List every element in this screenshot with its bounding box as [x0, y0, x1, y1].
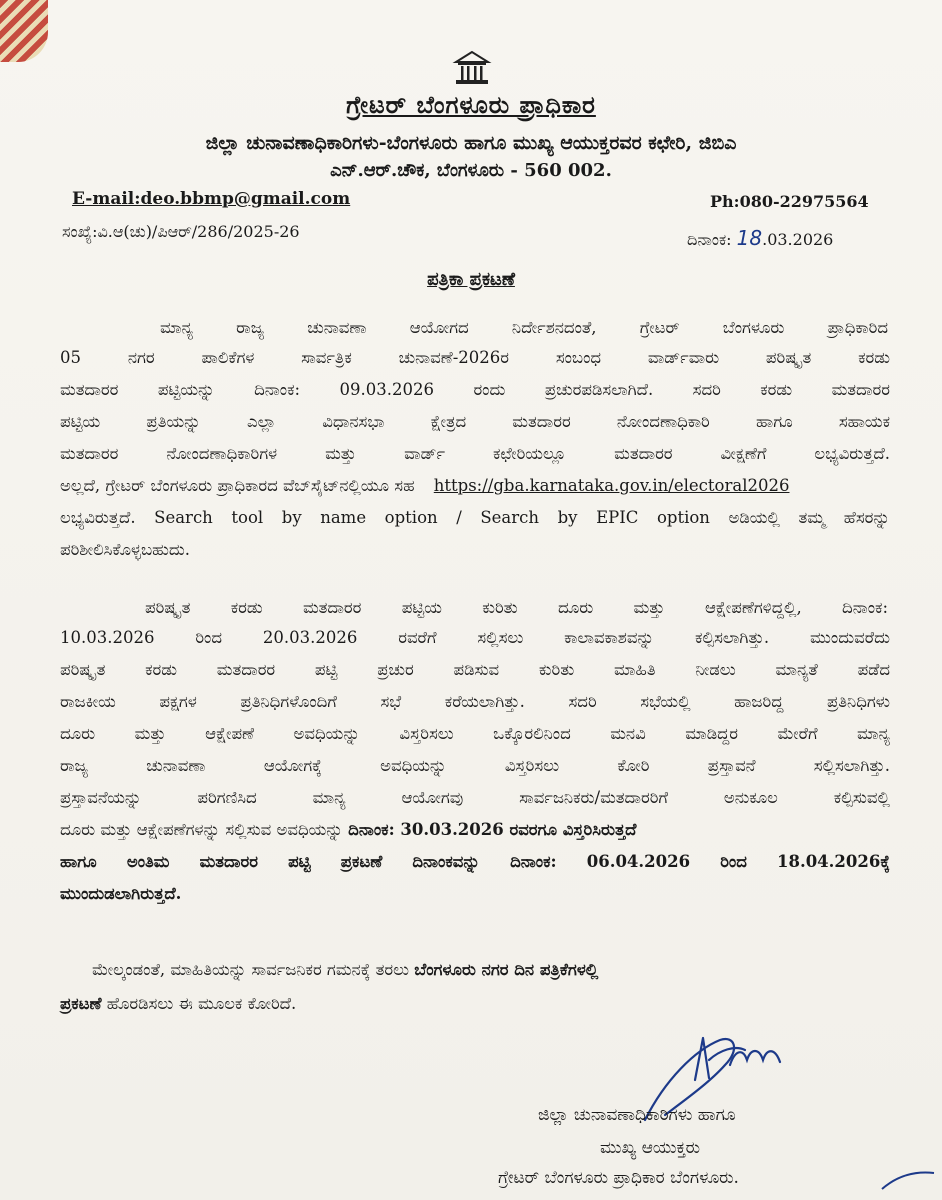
para3-bold-text: ಬೆಂಗಳೂರು ನಗರ ದಿನ ಪತ್ರಿಕೆಗಳಲ್ಲಿ: [414, 960, 599, 979]
electoral-roll-link[interactable]: https://gba.karnataka.gov.in/electoral2026: [433, 476, 790, 495]
date-month-year: .03.2026: [762, 230, 834, 249]
para1-line: ಪಟ್ಟಿಯ ಪ್ರತಿಯನ್ನು ಎಲ್ಲಾ ವಿಧಾನಸಭಾ ಕ್ಷೇತ್ರದ ಮತದಾರರ ನೋಂದಣಾಧಿಕಾರಿ ಹಾಗೂ ಸಹಾಯಕ: [60, 412, 890, 431]
para2-line: ಪ್ರಸ್ತಾವನೆಯನ್ನು ಪರಿಗಣಿಸಿದ ಮಾನ್ಯ ಆಯೋಗವು ಸಾರ್ವಜನಿಕರು/ಮತದಾರರಿಗೆ ಅನುಕೂಲ ಕಲ್ಪಿಸುವಲ್ಲಿ: [60, 788, 890, 807]
website-text: ಅಲ್ಲದೆ, ಗ್ರೇಟರ್ ಬೆಂಗಳೂರು ಪ್ರಾಧಿಕಾರದ ವೆಬ್‌ಸೈಟ್‌ನಲ್ಲಿಯೂ ಸಹ: [60, 476, 415, 495]
para2-line: ಪರಿಷ್ಕೃತ ಕರಡು ಮತದಾರರ ಪಟ್ಟಿಯ ಕುರಿತು ದೂರು ಮತ್ತು ಆಕ್ಷೇಪಣೆಗಳಿದ್ದಲ್ಲಿ, ದಿನಾಂಕ:: [145, 598, 888, 617]
para1-line: ಲಭ್ಯವಿರುತ್ತದೆ. Search tool by name option / Search by EPIC option ಅಡಿಯಲ್ಲಿ ತಮ್ಮ ಹೆಸರನ್ನು: [60, 508, 890, 527]
phone-number: Ph:080-22975564: [710, 192, 869, 211]
para1-line: ಪರಿಶೀಲಿಸಿಕೊಳ್ಳಬಹುದು.: [60, 540, 190, 559]
address-line: ಎನ್.ಆರ್.ಚೌಕ, ಬೆಂಗಳೂರು - 560 002.: [330, 160, 612, 181]
extended-deadline: ದಿನಾಂಕ: 30.03.2026 ರವರಗೂ ವಿಸ್ತರಿಸಿರುತ್ತದೆ: [348, 820, 637, 839]
para1-line: ಮತದಾರರ ನೋಂದಣಾಧಿಕಾರಿಗಳ ಮತ್ತು ವಾರ್ಡ್ ಕಛೇರಿಯಲ್ಲೂ ಮತದಾರರ ವೀಕ್ಷಣೆಗೆ ಲಭ್ಯವಿರುತ್ತದೆ.: [60, 444, 890, 463]
document-date: [687, 226, 833, 250]
office-line: ಜಿಲ್ಲಾ ಚುನಾವಣಾಧಿಕಾರಿಗಳು-ಬೆಂಗಳೂರು ಹಾಗೂ ಮುಖ್ಯ ಆಯುಕ್ತರವರ ಕಛೇರಿ, ಜಿಬಿಎ: [205, 132, 737, 154]
para2-line: ಮುಂದುಡಲಾಗಿರುತ್ತದೆ.: [60, 884, 182, 903]
para3-bold-word: ಪ್ರಕಟಣೆ: [60, 994, 102, 1013]
paper-clip-decoration: [0, 0, 48, 62]
para2-line: 10.03.2026 ರಿಂದ 20.03.2026 ರವರೆಗೆ ಸಲ್ಲಿಸಲು ಕಾಲಾವಕಾಶವನ್ನು ಕಲ್ಪಿಸಲಾಗಿತ್ತು. ಮುಂದುವರೆದು: [60, 628, 890, 647]
para1-line: 05 ನಗರ ಪಾಲಿಕೆಗಳ ಸಾರ್ವತ್ರಿಕ ಚುನಾವಣೆ-2026ರ ಸಂಬಂಧ ವಾರ್ಡ್‌ವಾರು ಪರಿಷ್ಕೃತ ಕರಡು: [60, 348, 890, 367]
signatory-title: ಮುಖ್ಯ ಆಯುಕ್ತರು: [600, 1138, 701, 1158]
para2-line: [60, 820, 890, 840]
building-emblem-icon: [452, 50, 492, 88]
para1-line: ಮತದಾರರ ಪಟ್ಟಿಯನ್ನು ದಿನಾಂಕ: 09.03.2026 ರಂದು ಪ್ರಚುರಪಡಿಸಲಾಗಿದೆ. ಸದರಿ ಕರಡು ಮತದಾರರ: [60, 380, 890, 399]
para1-line: [60, 476, 890, 496]
authority-title: ಗ್ರೇಟರ್ ಬೆಂಗಳೂರು ಪ್ರಾಧಿಕಾರ: [346, 90, 596, 119]
margin-ink-mark: [878, 1165, 938, 1197]
para2-text: ದೂರು ಮತ್ತು ಆಕ್ಷೇಪಣೆಗಳನ್ನು ಸಲ್ಲಿಸುವ ಅವಧಿಯನ್ನು: [60, 820, 343, 839]
para1-line: ಮಾನ್ಯ ರಾಜ್ಯ ಚುನಾವಣಾ ಆಯೋಗದ ನಿರ್ದೇಶನದಂತೆ, ಗ್ರೇಟರ್ ಬೆಂಗಳೂರು ಪ್ರಾಧಿಕಾರಿದ: [160, 318, 888, 337]
press-release-title: ಪತ್ರಿಕಾ ಪ್ರಕಟಣೆ: [427, 269, 515, 290]
signatory-office: ಗ್ರೇಟರ್ ಬೆಂಗಳೂರು ಪ್ರಾಧಿಕಾರ ಬೆಂಗಳೂರು.: [498, 1168, 739, 1188]
para2-line: ರಾಜ್ಯ ಚುನಾವಣಾ ಆಯೋಗಕ್ಕೆ ಅವಧಿಯನ್ನು ವಿಸ್ತರಿಸಲು ಕೋರಿ ಪ್ರಸ್ತಾವನೆ ಸಲ್ಲಿಸಲಾಗಿತ್ತು.: [60, 756, 890, 775]
para2-line: ಪರಿಷ್ಕೃತ ಕರಡು ಮತದಾರರ ಪಟ್ಟಿ ಪ್ರಚುರ ಪಡಿಸುವ ಕುರಿತು ಮಾಹಿತಿ ನೀಡಲು ಮಾನ್ಯತೆ ಪಡೆದ: [60, 660, 890, 679]
para3-line: [60, 994, 890, 1014]
para2-final-date-line: ಹಾಗೂ ಅಂತಿಮ ಮತದಾರರ ಪಟ್ಟಿ ಪ್ರಕಟಣೆ ದಿನಾಂಕವನ್ನು ದಿನಾಂಕ: 06.04.2026 ರಿಂದ 18.04.2026ಕ್ಕೆ: [60, 852, 890, 871]
para3-line: [92, 960, 888, 980]
para3-text: ಮೇಲ್ಕಂಡಂತೆ, ಮಾಹಿತಿಯನ್ನು ಸಾರ್ವಜನಿಕರ ಗಮನಕ್ಕೆ ತರಲು: [92, 960, 410, 979]
para2-line: ರಾಜಕೀಯ ಪಕ್ಷಗಳ ಪ್ರತಿನಿಧಿಗಳೊಂದಿಗೆ ಸಭೆ ಕರೆಯಲಾಗಿತ್ತು. ಸದರಿ ಸಭೆಯಲ್ಲಿ ಹಾಜರಿದ್ದ ಪ್ರತಿನಿಧಿಗಳು: [60, 692, 890, 711]
para3-text: ಹೊರಡಿಸಲು ಈ ಮೂಲಕ ಕೋರಿದೆ.: [106, 994, 297, 1013]
signatory-designation: ಜಿಲ್ಲಾ ಚುನಾವಣಾಧಿಕಾರಿಗಳು ಹಾಗೂ: [538, 1105, 736, 1125]
date-label: ದಿನಾಂಕ:: [687, 230, 732, 249]
reference-number: ಸಂಖ್ಯೆ:ವಿ.ಆ(ಚು)/ಪಿಆರ್/286/2025-26: [62, 222, 300, 241]
date-day-handwritten: 18: [736, 226, 763, 250]
email-address: E-mail:deo.bbmp@gmail.com: [72, 189, 351, 209]
para2-line: ದೂರು ಮತ್ತು ಆಕ್ಷೇಪಣೆ ಅವಧಿಯನ್ನು ವಿಸ್ತರಿಸಲು ಒಕ್ಕೊರಲಿನಿಂದ ಮನವಿ ಮಾಡಿದ್ದರ ಮೇರೆಗೆ ಮಾನ್ಯ: [60, 724, 890, 743]
